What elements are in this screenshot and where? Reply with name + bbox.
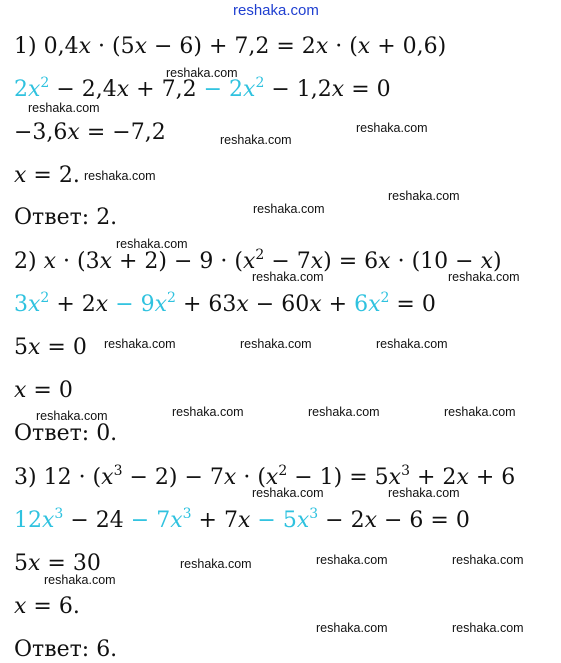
watermark: reshaka.com: [444, 405, 516, 419]
watermark: reshaka.com: [252, 486, 324, 500]
watermark: reshaka.com: [166, 66, 238, 80]
watermark: reshaka.com: [240, 337, 312, 351]
problem3-step1: $12x^3 - 24 - 7x^3 + 7x - 5x^3 - 2x - 6 = 0$: [14, 506, 470, 533]
watermark: reshaka.com: [44, 573, 116, 587]
watermark: reshaka.com: [84, 169, 156, 183]
watermark: reshaka.com: [452, 553, 524, 567]
watermark: reshaka.com: [448, 270, 520, 284]
problem2-equation: 2) $x \cdot (3x + 2) - 9 \cdot (x^2 - 7x) = 6x \cdot (10 - x)$: [14, 247, 502, 274]
problem1-step1: $2x^2 - 2,4x + 7,2 - 2x^2 - 1,2x = 0$: [14, 75, 391, 102]
watermark: reshaka.com: [316, 553, 388, 567]
watermark: reshaka.com: [36, 409, 108, 423]
watermark: reshaka.com: [388, 486, 460, 500]
problem1-answer: Ответ: 2.: [14, 205, 118, 230]
problem1-step2: −3,6x = −7,2: [14, 120, 166, 145]
watermark: reshaka.com: [388, 189, 460, 203]
watermark: reshaka.com: [376, 337, 448, 351]
problem3-step2: 5x = 30: [14, 551, 101, 576]
watermark: reshaka.com: [356, 121, 428, 135]
watermark: reshaka.com: [253, 202, 325, 216]
watermark: reshaka.com: [28, 101, 100, 115]
watermark: reshaka.com: [252, 270, 324, 284]
problem3-equation: 3) $12 \cdot (x^3 - 2) - 7x \cdot (x^2 - 1) = 5x^3 + 2x + 6$: [14, 463, 516, 490]
watermark: reshaka.com: [172, 405, 244, 419]
problem2-step3: x = 0: [14, 378, 73, 403]
watermark: reshaka.com: [104, 337, 176, 351]
site-header-link[interactable]: reshaka.com: [233, 2, 319, 19]
problem2-step1: $3x^2 + 2x - 9x^2 + 63x - 60x + 6x^2 = 0$: [14, 290, 436, 317]
problem3-step3: x = 6.: [14, 594, 80, 619]
problem3-answer: Ответ: 6.: [14, 637, 118, 662]
watermark: reshaka.com: [116, 237, 188, 251]
problem1-equation: 1) 0,4x · (5x − 6) + 7,2 = 2x · (x + 0,6): [14, 34, 447, 59]
watermark: reshaka.com: [452, 621, 524, 635]
watermark: reshaka.com: [316, 621, 388, 635]
problem2-step2: 5x = 0: [14, 335, 87, 360]
watermark: reshaka.com: [220, 133, 292, 147]
watermark: reshaka.com: [308, 405, 380, 419]
problem2-answer: Ответ: 0.: [14, 421, 118, 446]
problem1-step3: x = 2.: [14, 163, 80, 188]
watermark: reshaka.com: [180, 557, 252, 571]
